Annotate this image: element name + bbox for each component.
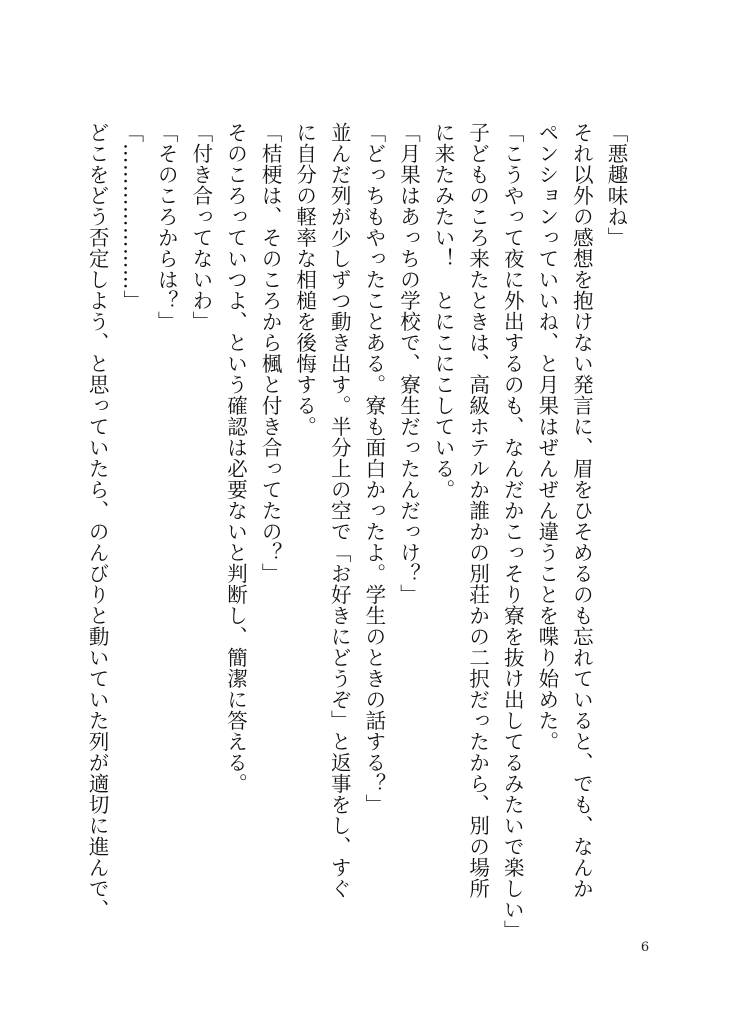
page-number: 6 [640, 940, 650, 955]
text-line: どこをどう否定しよう、と思っていたら、のんびりと動いていた列が適切に進んで、 [85, 122, 110, 920]
text-line: 「こうやって夜に外出するのも、なんだかこっそり寮を抜け出してるみたいで楽しい」 [500, 122, 525, 941]
text-line: に来たみたい！ とにこにこしている。 [431, 122, 456, 500]
text-line: 「そのころからは？」 [154, 122, 179, 332]
text-line: そのころっていつよ、という確認は必要ないと判断し、簡潔に答える。 [223, 122, 248, 794]
text-line: 「付き合ってないわ」 [188, 122, 213, 332]
text-line: に自分の軽率な相槌を後悔する。 [292, 122, 317, 437]
text-line: 「月果はあっちの学校で、寮生だったんだっけ？」 [396, 122, 421, 605]
text-line: それ以外の感想を抱けない発言に、眉をひそめるのも忘れていると、でも、なんか [569, 122, 594, 899]
text-line: 並んだ列が少しずつ動き出す。半分上の空で「お好きにどうぞ」と返事をし、すぐ [327, 122, 352, 899]
text-line: 「悪趣味ね」 [604, 122, 628, 248]
text-line: 子どものころ来たときは、高級ホテルか誰かの別荘かの二択だったから、別の場所 [465, 122, 490, 899]
text-line: 「桔梗は、そのころから楓と付き合ってたの？」 [258, 122, 283, 584]
text-line: 「どっちもやったことある。寮も面白かったよ。学生のときの話する？」 [361, 122, 386, 815]
body-text [80, 122, 634, 941]
text-line: ペンションっていいね、と月果はぜんぜん違うことを喋り始めた。 [534, 122, 559, 752]
text-line: 「…………………」 [119, 122, 144, 311]
